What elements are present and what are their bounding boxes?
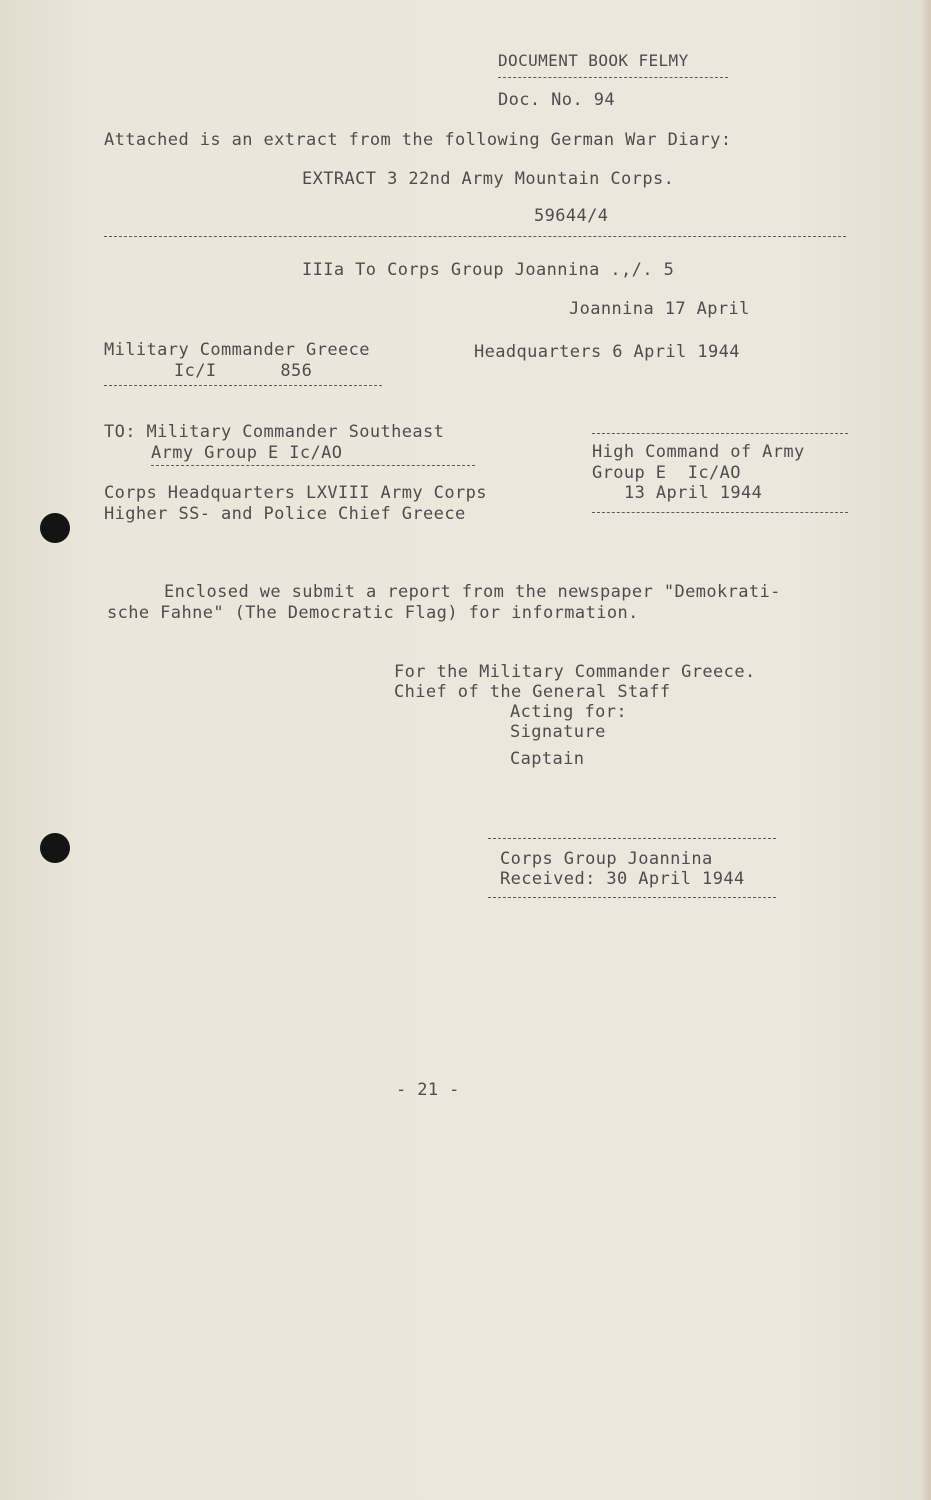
- extract-ref: 59644/4: [534, 206, 609, 226]
- stamp2-line1: Corps Group Joannina: [500, 849, 713, 869]
- document-book-title: DOCUMENT BOOK FELMY: [498, 51, 689, 70]
- title-underline: [498, 77, 728, 78]
- sender-ref: Ic/I 856: [174, 361, 313, 381]
- stamp2-bottom-rule: [488, 897, 776, 898]
- recipient-underline: [151, 465, 475, 466]
- signature-line3: Acting for:: [510, 702, 627, 722]
- sender-underline: [104, 385, 382, 386]
- intro-line: Attached is an extract from the following German War Diary:: [104, 130, 732, 150]
- signature-line5: Captain: [510, 749, 585, 769]
- stamp1-bottom-rule: [592, 512, 848, 513]
- stamp2-line2: Received: 30 April 1944: [500, 869, 745, 889]
- headquarters-date: Headquarters 6 April 1944: [474, 342, 740, 362]
- stamp1-line3: 13 April 1944: [624, 483, 763, 503]
- stamp1-line1: High Command of Army: [592, 442, 805, 462]
- stamp2-top-rule: [488, 838, 776, 839]
- recipient-to: TO: Military Commander Southeast: [104, 422, 445, 442]
- body-line2: sche Fahne" (The Democratic Flag) for information.: [107, 603, 639, 623]
- recipient-ss-police: Higher SS- and Police Chief Greece: [104, 504, 466, 524]
- section-divider: [104, 236, 846, 237]
- stamp1-line2: Group E Ic/AO: [592, 463, 741, 483]
- sender-org: Military Commander Greece: [104, 340, 370, 360]
- routing-line: IIIa To Corps Group Joannina .,/. 5: [302, 260, 675, 280]
- punch-hole-top: [40, 513, 70, 543]
- signature-line4: Signature: [510, 722, 606, 742]
- doc-number: Doc. No. 94: [498, 90, 615, 110]
- page-edge-shadow: [921, 0, 931, 1500]
- punch-hole-bottom: [40, 833, 70, 863]
- extract-line: EXTRACT 3 22nd Army Mountain Corps.: [302, 169, 675, 189]
- page-number: - 21 -: [396, 1080, 460, 1100]
- signature-line2: Chief of the General Staff: [394, 682, 671, 702]
- stamp1-top-rule: [592, 433, 848, 434]
- recipient-corps-hq: Corps Headquarters LXVIII Army Corps: [104, 483, 487, 503]
- signature-line1: For the Military Commander Greece.: [394, 662, 756, 682]
- routing-date: Joannina 17 April: [569, 299, 750, 319]
- recipient-army-group: Army Group E Ic/AO: [151, 443, 343, 463]
- body-line1: Enclosed we submit a report from the newspaper "Demokrati-: [164, 582, 781, 602]
